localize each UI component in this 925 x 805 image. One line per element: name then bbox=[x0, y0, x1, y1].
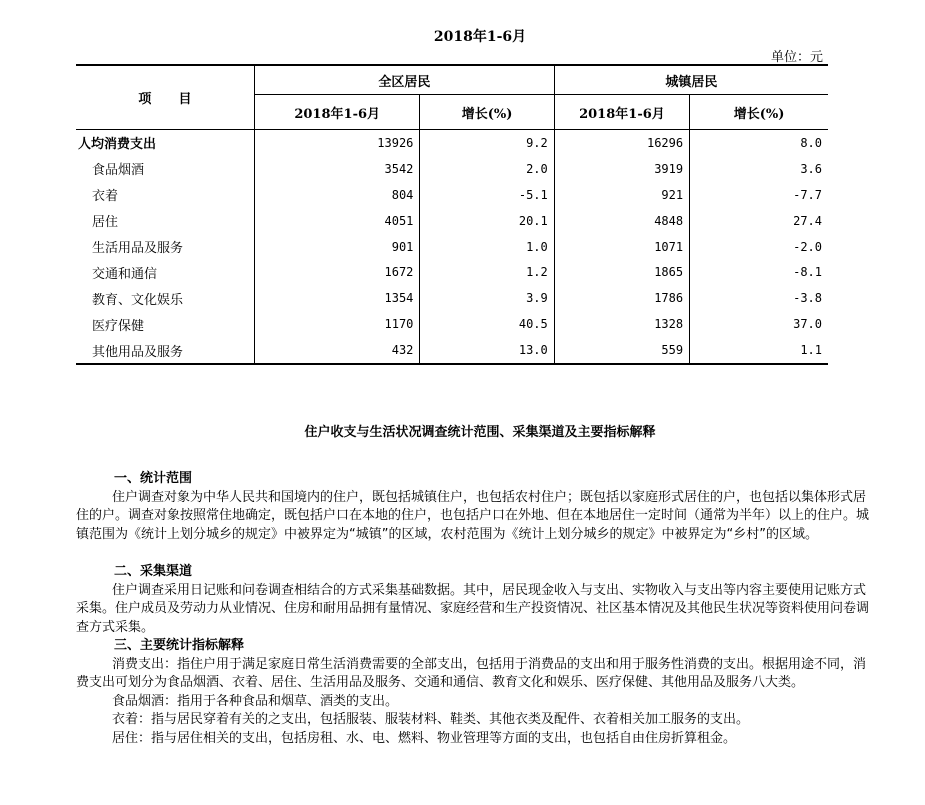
growth-all-residents: 2.0 bbox=[420, 156, 554, 182]
value-all-residents: 3542 bbox=[254, 156, 419, 182]
value-urban-residents: 1865 bbox=[554, 259, 689, 285]
section-scope bbox=[76, 470, 876, 544]
table-row bbox=[76, 311, 828, 337]
row-label: 其他用品及服务 bbox=[76, 337, 254, 364]
sub-header-growth-urban: 增长(%) bbox=[690, 95, 828, 130]
section-paragraph: 居住：指与居住相关的支出，包括房租、水、电、燃料、物业管理等方面的支出，也包括自由住房折算租金。 bbox=[112, 730, 737, 746]
section-heading: 三、主要统计指标解释 bbox=[114, 638, 245, 653]
section-channels bbox=[76, 563, 876, 637]
value-urban-residents: 16296 bbox=[554, 130, 689, 156]
row-label: 人均消费支出 bbox=[76, 130, 254, 156]
report-period: 2018年1-6月 bbox=[433, 29, 527, 45]
table-row bbox=[76, 208, 828, 234]
section-indicators bbox=[76, 637, 876, 748]
growth-urban-residents: -7.7 bbox=[793, 187, 822, 202]
growth-urban-residents: -3.8 bbox=[793, 291, 822, 306]
value-all-residents: 1354 bbox=[254, 285, 419, 311]
row-label: 交通和通信 bbox=[76, 259, 254, 285]
unit-label: 单位：元 bbox=[770, 50, 823, 65]
growth-urban-residents: 37.0 bbox=[793, 317, 822, 332]
section-heading: 二、采集渠道 bbox=[114, 564, 193, 579]
growth-all-residents: 1.2 bbox=[420, 259, 554, 285]
growth-urban-residents: 8.0 bbox=[800, 135, 822, 150]
table-row bbox=[76, 337, 828, 364]
growth-urban-residents: -8.1 bbox=[793, 265, 822, 280]
sub-header-period-all: 2018年1-6月 bbox=[254, 95, 419, 130]
table-row bbox=[76, 130, 828, 156]
growth-all-residents: 1.0 bbox=[420, 234, 554, 260]
value-all-residents: 432 bbox=[254, 337, 419, 364]
value-all-residents: 1672 bbox=[254, 259, 419, 285]
value-all-residents: 901 bbox=[254, 234, 419, 260]
value-all-residents: 804 bbox=[254, 182, 419, 208]
value-urban-residents: 921 bbox=[554, 182, 689, 208]
growth-all-residents: 9.2 bbox=[420, 130, 554, 156]
value-all-residents: 13926 bbox=[254, 130, 419, 156]
sub-header-growth-all: 增长(%) bbox=[420, 95, 554, 130]
section-paragraph: 住户调查采用日记账和问卷调查相结合的方式采集基础数据。其中，居民现金收入与支出、实物收入与支出等内容主要使用记账方式采集。住户成员及劳动力从业情况、住房和耐用品拥有量情况、家庭经营和生产投资情况、社区基本情况及其他民生状况等资料使用问卷调查方式采集。 bbox=[76, 582, 870, 635]
growth-all-residents: 40.5 bbox=[420, 311, 554, 337]
value-urban-residents: 1071 bbox=[554, 234, 689, 260]
growth-urban-residents: 27.4 bbox=[793, 213, 822, 228]
group-header-all-residents: 全区居民 bbox=[254, 65, 554, 95]
growth-all-residents: 20.1 bbox=[420, 208, 554, 234]
table-row bbox=[76, 259, 828, 285]
notes-title: 住户收支与生活状况调查统计范围、采集渠道及主要指标解释 bbox=[304, 425, 656, 440]
value-all-residents: 4051 bbox=[254, 208, 419, 234]
value-urban-residents: 559 bbox=[554, 337, 689, 364]
row-label: 居住 bbox=[76, 208, 254, 234]
group-header-urban-residents: 城镇居民 bbox=[554, 65, 828, 95]
table-row bbox=[76, 234, 828, 260]
value-urban-residents: 3919 bbox=[554, 156, 689, 182]
value-urban-residents: 1786 bbox=[554, 285, 689, 311]
section-paragraph: 食品烟酒：指用于各种食品和烟草、酒类的支出。 bbox=[112, 693, 399, 709]
consumption-table bbox=[76, 64, 828, 365]
growth-urban-residents: 3.6 bbox=[800, 161, 822, 176]
row-label: 衣着 bbox=[76, 182, 254, 208]
section-paragraph: 衣着：指与居民穿着有关的之支出，包括服装、服装材料、鞋类、其他衣类及配件、衣着相关加工服务的支出。 bbox=[112, 712, 750, 727]
growth-urban-residents: -2.0 bbox=[793, 239, 822, 254]
sub-header-period-urban: 2018年1-6月 bbox=[554, 95, 689, 130]
row-label: 食品烟酒 bbox=[76, 156, 254, 182]
item-header: 项 目 bbox=[76, 65, 254, 130]
row-label: 医疗保健 bbox=[76, 311, 254, 337]
value-urban-residents: 4848 bbox=[554, 208, 689, 234]
table-row bbox=[76, 285, 828, 311]
value-all-residents: 1170 bbox=[254, 311, 419, 337]
growth-all-residents: -5.1 bbox=[420, 182, 554, 208]
row-label: 生活用品及服务 bbox=[76, 234, 254, 260]
section-heading: 一、统计范围 bbox=[114, 471, 193, 486]
growth-urban-residents: 1.1 bbox=[690, 337, 828, 364]
section-paragraph: 消费支出：指住户用于满足家庭日常生活消费需要的全部支出，包括用于消费品的支出和用于服务性消费的支出。根据用途不同，消费支出可划分为食品烟酒、衣着、居住、生活用品及服务、交通和通信、教育文化和娱乐、医疗保健、其他用品及服务八大类。 bbox=[76, 656, 867, 690]
section-paragraph: 住户调查对象为中华人民共和国境内的住户，既包括城镇住户，也包括农村住户；既包括以家庭形式居住的户，也包括以集体形式居住的户。调查对象按照常住地确定，既包括户口在本地的住户，也包括户口在外地、但在本地居住一定时间（通常为半年）以上的住户。城镇范围为《统计上划分城乡的规定》中被界定为“城镇”的区域，农村范围为《统计上划分城乡的规定》中被界定为“乡村”的区域。 bbox=[76, 489, 870, 542]
table-row bbox=[76, 156, 828, 182]
value-urban-residents: 1328 bbox=[554, 311, 689, 337]
row-label: 教育、文化娱乐 bbox=[76, 285, 254, 311]
table-row bbox=[76, 182, 828, 208]
growth-all-residents: 13.0 bbox=[420, 337, 554, 364]
growth-all-residents: 3.9 bbox=[420, 285, 554, 311]
